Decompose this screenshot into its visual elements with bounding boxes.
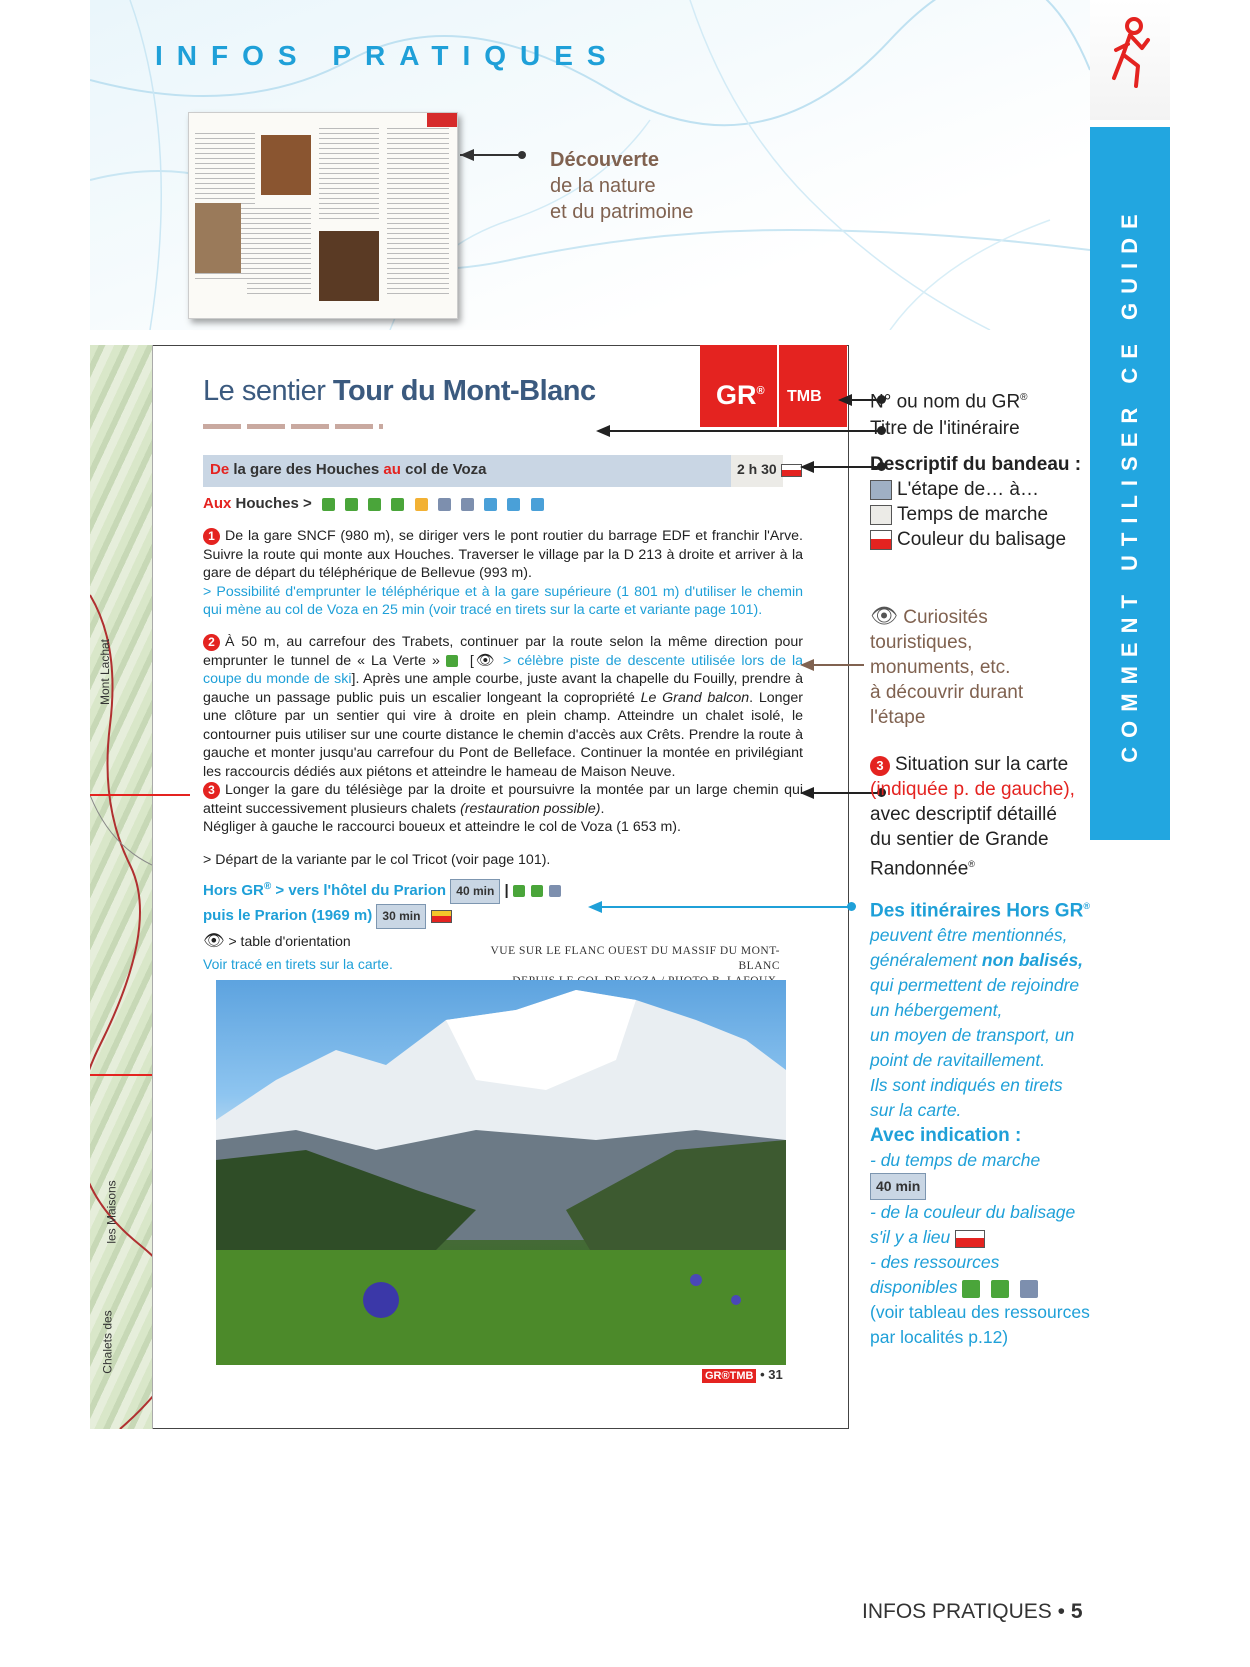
gr-badge-label: GR®	[716, 380, 765, 410]
resource-icons	[322, 496, 550, 513]
annotation-band: Descriptif du bandeau : L'étape de… à… Temps de marche Couleur du balisage	[870, 454, 1082, 550]
mountain-photo	[216, 980, 786, 1365]
thumbnail-page	[188, 112, 458, 319]
info-icon	[484, 498, 497, 511]
hotel-icon	[322, 498, 335, 511]
gite-icon	[991, 1280, 1009, 1298]
annotation-title: Titre de l'itinéraire	[870, 418, 1020, 439]
step-number-icon: 2	[203, 634, 220, 651]
chambre-icon	[368, 498, 381, 511]
hiker-tab	[1090, 0, 1170, 120]
map-label: les Maisons	[104, 1180, 119, 1244]
cafe-icon	[461, 498, 474, 511]
gite-icon	[345, 498, 358, 511]
restaurant-icon	[549, 885, 561, 897]
page-number: INFOS PRATIQUES • 5	[862, 1600, 1083, 1623]
aux-houches: Aux Houches >	[203, 495, 550, 513]
restaurant-icon	[438, 498, 451, 511]
step-number-icon: 1	[203, 528, 220, 545]
gite-icon	[446, 655, 458, 667]
annotation-hors-gr: Des itinéraires Hors GR® peuvent être mentionnés, généralement non balisés, qui permettent de rejoindre un hébergement, un moyen de transport, un point de ravitaillement. Ils sont indiqués en tirets sur la carte. Avec indication : - du temps de marche 40 min - de la couleur du balisage s'il y a lieu - des ressources disponibles (voir tableau des ressources par localités p.12)	[870, 900, 1090, 1348]
map-strip	[90, 345, 153, 1429]
shop-icon	[415, 498, 428, 511]
hors-gr-block: Hors GR® > vers l'hôtel du Prarion 40 min | puis le Prarion (1969 m) 30 min 👁 > table d'orientation Voir tracé en tirets sur la carte.	[203, 875, 567, 976]
step-number-icon: 3	[203, 782, 220, 799]
camping-icon	[391, 498, 404, 511]
map-label: Chalets des	[100, 1310, 115, 1374]
section-title: INFOS PRATIQUES	[155, 40, 620, 71]
stage-time: 2 h 30	[737, 461, 802, 477]
bus-icon	[531, 498, 544, 511]
eye-icon: 👁	[473, 651, 497, 669]
annotation-curiosities: 👁 Curiosités touristiques, monuments, etc. à découvrir durant l'étape	[870, 603, 1024, 728]
waymark-flag-icon	[781, 464, 802, 477]
eye-icon: 👁	[203, 931, 225, 950]
eye-icon: 👁	[870, 603, 898, 628]
annotation-gr-number: N° ou nom du GR®	[870, 391, 1028, 413]
hotel-icon	[962, 1280, 980, 1298]
hiker-icon	[1090, 0, 1170, 120]
title-underline	[203, 424, 383, 429]
variante-note: > Départ de la variante par le col Tricot (voir page 101).	[203, 852, 551, 868]
waymark-flag-icon	[431, 910, 452, 923]
step-1: 1 De la gare SNCF (980 m), se diriger vers le pont routier du barrage EDF et franchir l'Arve. Suivre la route qui monte aux Houches. Traverser le village par la D 213 à droite et arriver à la gare de départ du téléphérique de Bellevue (993 m). > Possibilité d'emprunter le téléphérique et à la gare supérieure (1 801 m) d'utiliser le chemin qui mène au col de Voza en 25 min (voir tracé en tirets sur la carte et variante page 101).	[203, 528, 803, 618]
step-2: 2 À 50 m, au carrefour des Trabets, continuer par la route selon la même direction pour emprunter le tunnel de « La Verte » [👁 > célèbre piste de descente utilisée lors de la coupe du monde de ski]. Après une ample courbe, juste avant la chapelle du Fouilly, prendre à gauche un passage public puis un escalier longeant la copropriété Le Grand balcon. Longer une clôture par un sentier qui vire à droite en plein champ. Atteindre un chalet isolé, le contourner puis utiliser sur une courte distance le chemin d'accès aux Crêts. Prendre la route à gauche et monter jusqu'au carrefour du Pont de Belleface. Continuer la montée en privilégiant les raccourcis dédiés aux piétons et atteindre le hameau de Maison Neuve.	[203, 634, 804, 780]
photo-caption: VUE SUR LE FLANC OUEST DU MASSIF DU MONT-BLANC	[490, 945, 780, 972]
restaurant-icon	[1020, 1280, 1038, 1298]
step-3: 3 Longer la gare du télésiège par la droite et poursuivre la montée par un large chemin qui atteint successivement plusieurs chalets (restauration possible). Négliger à gauche le raccourci boueux et atteindre le col de Voza (1 653 m).	[203, 782, 803, 835]
thumb-note: Découverte de la nature et du patrimoine	[550, 149, 694, 223]
side-band-label: COMMENT UTILISER CE GUIDE	[1117, 205, 1142, 763]
page-footer: GR®TMB • 31	[702, 1367, 783, 1383]
tmb-badge-label: TMB	[787, 388, 822, 405]
page-title: Le sentier Tour du Mont-Blanc	[203, 375, 596, 407]
hotel-icon	[513, 885, 525, 897]
train-icon	[507, 498, 520, 511]
gite-icon	[531, 885, 543, 897]
map-label: Mont Lachat	[98, 638, 113, 706]
stage-label: De la gare des Houches au col de Voza	[210, 461, 487, 478]
annotation-map-situation: 3 Situation sur la carte (indiquée p. de gauche), avec descriptif détaillé du sentier de Grande Randonnée®	[870, 754, 1075, 880]
